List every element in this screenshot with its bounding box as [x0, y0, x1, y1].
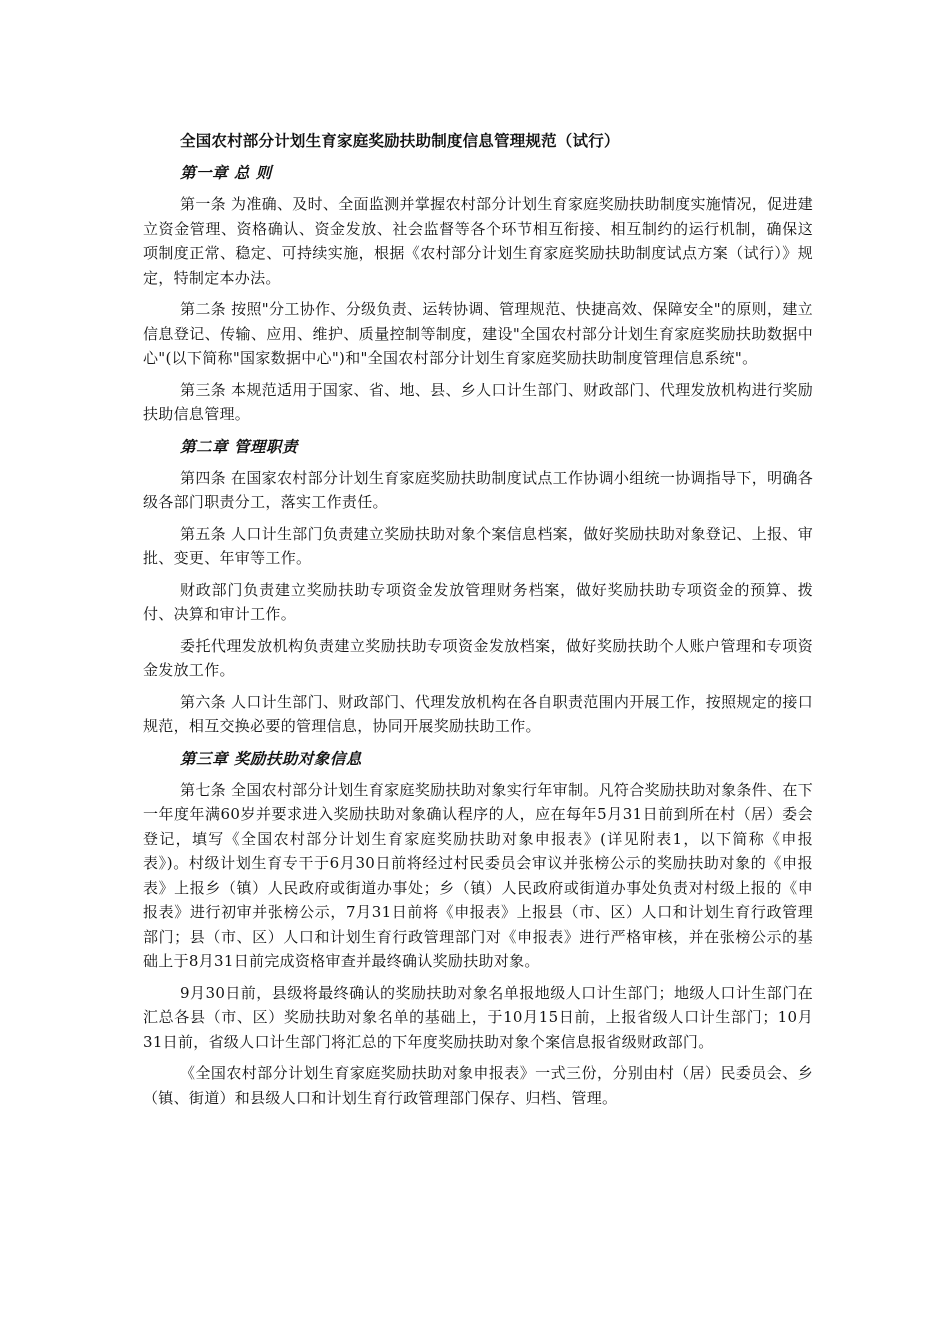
article-7: 第七条 全国农村部分计划生育家庭奖励扶助对象实行年审制。凡符合奖励扶助对象条件、在下一年度年满60岁并要求进入奖励扶助对象确认程序的人，应在每年5月31日前到所在村（居）委会登记，填写《全国农村部分计划生育家庭奖励扶助对象申报表》(详见附表1，以下简称《申报表》)。村级计划生育专干于6月30日前将经过村民委员会审议并张榜公示的奖励扶助对象的《申报表》上报乡（镇）人民政府或街道办事处；乡（镇）人民政府或街道办事处负责对村级上报的《申报表》进行初审并张榜公示，7月31日前将《申报表》上报县（市、区）人口和计划生育行政管理部门；县（市、区）人口和计划生育行政管理部门对《申报表》进行严格审核，并在张榜公示的基础上于8月31日前完成资格审查并最终确认奖励扶助对象。	[143, 780, 813, 970]
chapter-3-heading: 第三章 奖励扶助对象信息	[180, 749, 362, 768]
article-5-agency: 委托代理发放机构负责建立奖励扶助专项资金发放档案，做好奖励扶助个人账户管理和专项资金发放工作。	[143, 636, 813, 679]
article-4: 第四条 在国家农村部分计划生育家庭奖励扶助制度试点工作协调小组统一协调指导下，明确各级各部门职责分工，落实工作责任。	[143, 468, 813, 511]
article-1: 第一条 为准确、及时、全面监测并掌握农村部分计划生育家庭奖励扶助制度实施情况，促进建立资金管理、资格确认、资金发放、社会监督等各个环节相互衔接、相互制约的运行机制，确保这项制度正常、稳定、可持续实施，根据《农村部分计划生育家庭奖励扶助制度试点方案（试行）》规定，特制定本办法。	[143, 195, 813, 287]
article-7-form-copies: 《全国农村部分计划生育家庭奖励扶助对象申报表》一式三份，分别由村（居）民委员会、乡（镇、街道）和县级人口和计划生育行政管理部门保存、归档、管理。	[143, 1064, 813, 1107]
article-7-deadlines: 9月30日前，县级将最终确认的奖励扶助对象名单报地级人口计生部门；地级人口计生部门在汇总各县（市、区）奖励扶助对象名单的基础上，于10月15日前，上报省级人口计生部门；10月31日前，省级人口计生部门将汇总的下年度奖励扶助对象个案信息报省级财政部门。	[143, 983, 813, 1051]
article-5: 第五条 人口计生部门负责建立奖励扶助对象个案信息档案，做好奖励扶助对象登记、上报、审批、变更、年审等工作。	[143, 524, 813, 567]
document-body	[143, 128, 813, 1117]
article-6: 第六条 人口计生部门、财政部门、代理发放机构在各自职责范围内开展工作，按照规定的接口规范，相互交换必要的管理信息，协同开展奖励扶助工作。	[143, 692, 813, 735]
article-2: 第二条 按照"分工协作、分级负责、运转协调、管理规范、快捷高效、保障安全"的原则，建立信息登记、传输、应用、维护、质量控制等制度，建设"全国农村部分计划生育家庭奖励扶助数据中心"(以下简称"国家数据中心")和"全国农村部分计划生育家庭奖励扶助制度管理信息系统"。	[143, 300, 813, 367]
article-3: 第三条 本规范适用于国家、省、地、县、乡人口计生部门、财政部门、代理发放机构进行奖励扶助信息管理。	[143, 380, 813, 423]
chapter-1-heading: 第一章 总 则	[180, 164, 272, 182]
document-title: 全国农村部分计划生育家庭奖励扶助制度信息管理规范（试行）	[180, 132, 620, 150]
chapter-2-heading: 第二章 管理职责	[180, 437, 298, 456]
article-5-finance: 财政部门负责建立奖励扶助专项资金发放管理财务档案，做好奖励扶助专项资金的预算、拨付、决算和审计工作。	[143, 580, 813, 623]
